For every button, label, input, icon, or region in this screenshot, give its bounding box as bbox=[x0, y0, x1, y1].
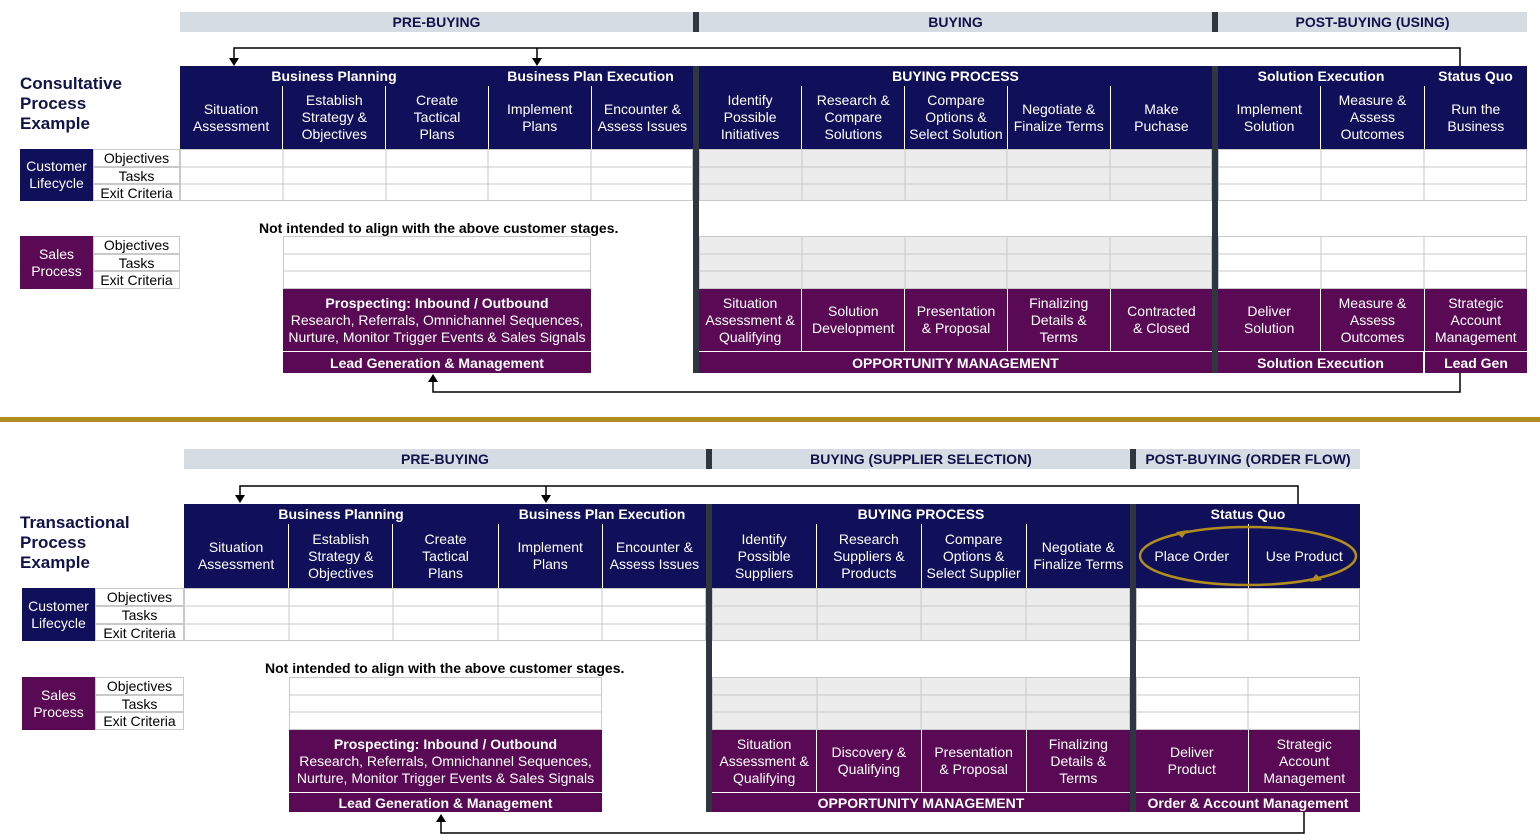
sales-stage-cell: Presentation & Proposal bbox=[922, 730, 1027, 792]
phase-post-buying: POST-BUYING (USING) bbox=[1218, 12, 1527, 32]
stage-cell-use-product: Use Product bbox=[1265, 547, 1343, 564]
group-buying-process: BUYING PROCESS bbox=[699, 66, 1212, 86]
sales-stage-cell: Situation Assessment & Qualifying bbox=[712, 730, 817, 792]
prospecting-title: Prospecting: Inbound / Outbound bbox=[333, 736, 558, 752]
customer-lifecycle-label: Customer Lifecycle bbox=[20, 149, 93, 201]
prospecting-line1: Research, Referrals, Omnichannel Sequences, bbox=[299, 753, 592, 769]
bottom-return-arrow bbox=[433, 373, 1460, 392]
solution-execution-label: Solution Execution bbox=[1218, 352, 1423, 373]
order-account-management-label: Order & Account Management bbox=[1136, 793, 1360, 812]
phase-buying-supplier-selection: BUYING (SUPPLIER SELECTION) bbox=[712, 449, 1130, 469]
sales-stage-cell: Deliver Solution bbox=[1218, 289, 1321, 351]
group-status-quo: Status Quo bbox=[1136, 504, 1360, 524]
top-return-arrow bbox=[240, 486, 1298, 504]
section-separator bbox=[0, 417, 1540, 422]
row-label-objectives: Objectives bbox=[95, 677, 184, 695]
group-solution-execution: Solution Execution bbox=[1218, 66, 1424, 86]
arrowhead bbox=[229, 58, 239, 66]
cycle-arrows bbox=[0, 440, 1540, 840]
sales-stage-cell: Discovery & Qualifying bbox=[817, 730, 921, 792]
prospecting-line2: Nurture, Monitor Trigger Events & Sales Signals bbox=[296, 770, 595, 786]
sales-process-label: Sales Process bbox=[20, 236, 93, 289]
stage-cell: Research Suppliers & Products bbox=[817, 524, 921, 588]
row-label-tasks: Tasks bbox=[93, 254, 180, 271]
stage-cell: Implement Solution bbox=[1218, 86, 1321, 149]
top-return-arrow bbox=[234, 48, 1460, 66]
section-title: Consultative Process Example bbox=[20, 74, 123, 133]
row-label-tasks: Tasks bbox=[95, 606, 184, 624]
stage-cell: Negotiate & Finalize Terms bbox=[1008, 86, 1111, 149]
sales-stage-cell: Measure & Assess Outcomes bbox=[1321, 289, 1424, 351]
stage-cell: Identify Possible Initiatives bbox=[699, 86, 802, 149]
arrowhead bbox=[235, 495, 245, 503]
group-buying-process: BUYING PROCESS bbox=[712, 504, 1130, 524]
row-label-objectives: Objectives bbox=[95, 588, 184, 606]
alignment-note: Not intended to align with the above customer stages. bbox=[259, 220, 619, 236]
alignment-note: Not intended to align with the above customer stages. bbox=[265, 660, 625, 676]
arrowhead bbox=[541, 495, 551, 503]
stage-cell: Measure & Assess Outcomes bbox=[1321, 86, 1424, 149]
lead-gen-label: Lead Gen bbox=[1424, 352, 1527, 373]
phase-buying: BUYING bbox=[699, 12, 1212, 32]
stage-cell: Research & Compare Solutions bbox=[802, 86, 905, 149]
bottom-return-arrow bbox=[441, 812, 1304, 833]
sales-stage-cell: Presentation & Proposal bbox=[905, 289, 1007, 351]
sales-process-label: Sales Process bbox=[22, 677, 95, 730]
stage-cell: Identify Possible Suppliers bbox=[712, 524, 817, 588]
sales-stage-cell: Strategic Account Management bbox=[1263, 735, 1346, 786]
group-business-plan-execution: Business Plan Execution bbox=[488, 66, 693, 86]
stage-cell: Establish Strategy & Objectives bbox=[283, 86, 386, 149]
sales-stage-cell: Finalizing Details & Terms bbox=[1048, 735, 1108, 786]
sales-stage-cell: Strategic Account Management bbox=[1434, 294, 1517, 345]
opportunity-management-label: OPPORTUNITY MANAGEMENT bbox=[712, 793, 1130, 812]
row-label-objectives: Objectives bbox=[93, 149, 180, 167]
phase-pre-buying: PRE-BUYING bbox=[180, 12, 693, 32]
group-business-planning: Business Planning bbox=[184, 504, 498, 524]
row-label-exit-criteria: Exit Criteria bbox=[93, 184, 180, 201]
opportunity-management-label: OPPORTUNITY MANAGEMENT bbox=[699, 352, 1212, 373]
stage-cell: Run the Business bbox=[1447, 100, 1505, 134]
stage-cell: Establish Strategy & Objectives bbox=[289, 524, 393, 588]
arrowhead bbox=[436, 814, 446, 822]
phase-pre-buying: PRE-BUYING bbox=[184, 449, 706, 469]
phase-post-buying-order-flow: POST-BUYING (ORDER FLOW) bbox=[1136, 449, 1360, 469]
sales-stage-cell: Situation Assessment & Qualifying bbox=[699, 289, 802, 351]
customer-lifecycle-label: Customer Lifecycle bbox=[22, 588, 95, 641]
prospecting-line2: Nurture, Monitor Trigger Events & Sales Signals bbox=[288, 329, 586, 345]
row-label-exit-criteria: Exit Criteria bbox=[95, 624, 184, 641]
stage-cell-place-order: Place Order bbox=[1136, 524, 1249, 588]
stage-cell: Create Tactical Plans bbox=[393, 524, 498, 588]
sales-stage-cell: Finalizing Details & Terms bbox=[1008, 289, 1111, 351]
stage-cell: Implement Plans bbox=[499, 524, 603, 588]
stage-cell: Implement Plans bbox=[489, 86, 592, 149]
sales-stage-cell: Contracted & Closed bbox=[1127, 303, 1196, 336]
row-label-exit-criteria: Exit Criteria bbox=[95, 712, 184, 730]
prospecting-title: Prospecting: Inbound / Outbound bbox=[325, 295, 549, 311]
row-label-tasks: Tasks bbox=[93, 167, 180, 184]
stage-cell: Make Puchase bbox=[1134, 100, 1189, 134]
group-business-planning: Business Planning bbox=[180, 66, 488, 86]
row-label-tasks: Tasks bbox=[95, 695, 184, 712]
sales-stage-cell: Solution Development bbox=[802, 289, 905, 351]
stage-cell: Negotiate & Finalize Terms bbox=[1033, 539, 1124, 572]
row-label-objectives: Objectives bbox=[93, 236, 180, 254]
cycle-arrows bbox=[0, 0, 1540, 410]
prospecting-line1: Research, Referrals, Omnichannel Sequences, bbox=[290, 312, 584, 328]
sales-stage-cell: Deliver Product bbox=[1136, 730, 1249, 792]
arrowhead bbox=[428, 374, 438, 382]
stage-cell: Situation Assessment bbox=[180, 86, 283, 149]
section-title: Transactional Process Example bbox=[20, 513, 130, 572]
stage-cell: Compare Options & Select Supplier bbox=[922, 524, 1027, 588]
stage-cell: Create Tactical Plans bbox=[386, 86, 488, 149]
lead-generation-label: Lead Generation & Management bbox=[283, 352, 591, 373]
lead-generation-label: Lead Generation & Management bbox=[289, 793, 602, 812]
group-business-plan-execution: Business Plan Execution bbox=[498, 504, 706, 524]
stage-cell: Compare Options & Select Solution bbox=[905, 86, 1007, 149]
stage-cell: Encounter & Assess Issues bbox=[597, 100, 688, 134]
row-label-exit-criteria: Exit Criteria bbox=[93, 271, 180, 289]
arrowhead bbox=[532, 58, 542, 66]
stage-cell: Situation Assessment bbox=[184, 524, 289, 588]
group-status-quo: Status Quo bbox=[1424, 66, 1527, 86]
stage-cell: Encounter & Assess Issues bbox=[609, 539, 700, 572]
